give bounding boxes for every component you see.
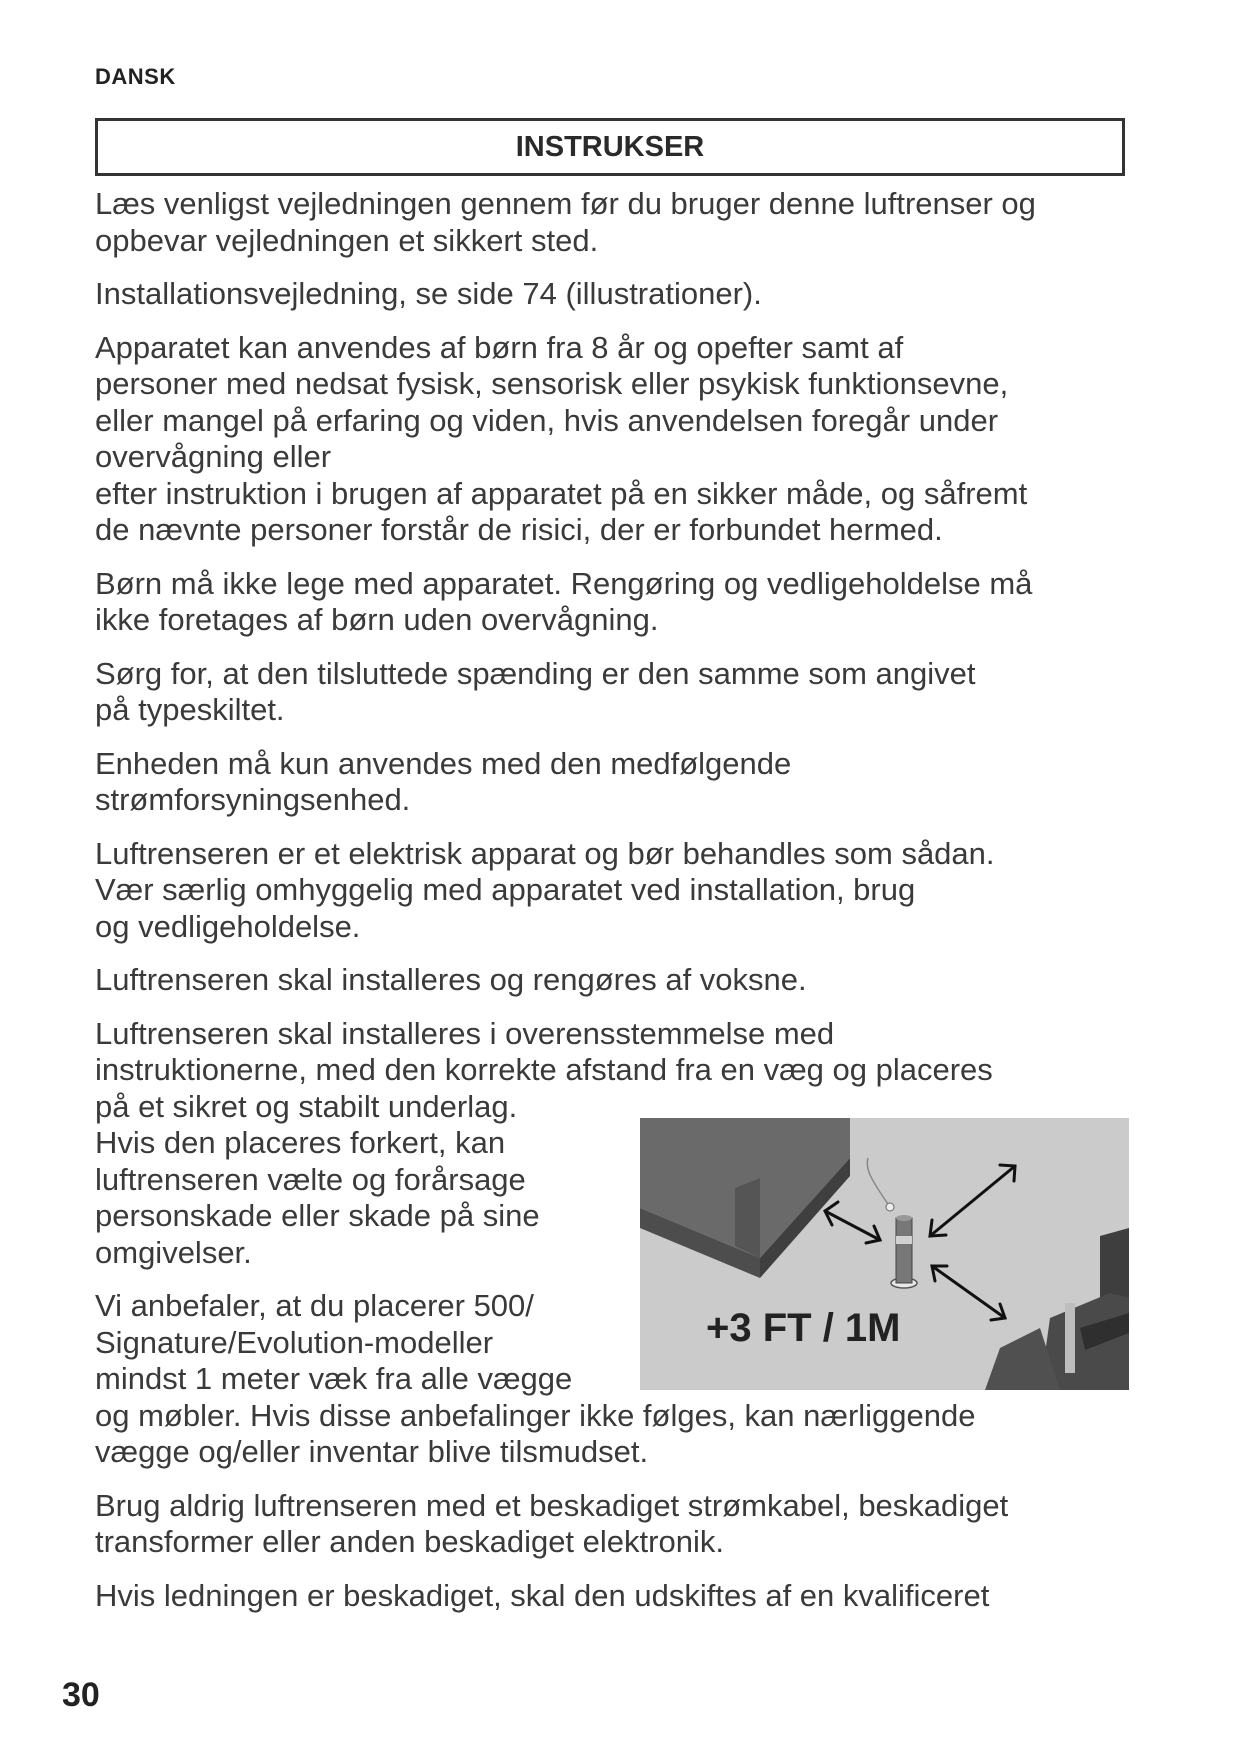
text-line: Sørg for, at den tilsluttede spænding er den samme som angivet — [95, 655, 976, 691]
text-line: transformer eller anden beskadiget elektronik. — [95, 1524, 724, 1559]
text-line: Luftrenseren er et elektrisk apparat og bør behandles som sådan. — [95, 835, 995, 871]
text-line: luftrenseren vælte og forårsage — [95, 1161, 526, 1197]
page-number: 30 — [62, 1676, 100, 1714]
distance-label: +3 FT / 1M — [706, 1306, 901, 1350]
text-line: Hvis den placeres forkert, kan — [95, 1125, 506, 1160]
paragraph — [95, 1578, 1135, 1615]
text-line: overvågning eller — [95, 439, 332, 474]
text-line: Luftrenseren skal installeres og rengøres af voksne. — [95, 962, 807, 997]
text-line: Installationsvejledning, se side 74 (illustrationer). — [95, 276, 762, 311]
text-line: Vær særlig omhyggelig med apparatet ved installation, brug — [95, 872, 916, 907]
language-label: DANSK — [95, 64, 176, 89]
text-line: instruktionerne, med den korrekte afstand fra en væg og placeres — [95, 1052, 993, 1087]
text-line: personer med nedsat fysisk, sensorisk eller psykisk funktionsevne, — [95, 366, 1009, 401]
text-line: Brug aldrig luftrenseren med et beskadiget strømkabel, beskadiget — [95, 1487, 1009, 1523]
text-line: Børn må ikke lege med apparatet. Rengøring og vedligeholdelse må — [95, 565, 1033, 601]
text-line: på typeskiltet. — [95, 692, 285, 727]
paragraph — [95, 746, 1135, 819]
paragraph — [95, 656, 1135, 729]
instructions-body — [95, 186, 1135, 1631]
text-line: Enheden må kun anvendes med den medfølgende — [95, 745, 792, 781]
text-line: Læs venligst vejledningen gennem før du bruger denne luftrenser og — [95, 186, 1036, 221]
paragraph — [95, 1488, 1135, 1561]
text-line: eller mangel på erfaring og viden, hvis anvendelsen foregår under — [95, 402, 999, 438]
text-line: de nævnte personer forstår de risici, der er forbundet hermed. — [95, 512, 943, 547]
text-line: mindst 1 meter væk fra alle vægge — [95, 1361, 573, 1396]
text-line: Luftrenseren skal installeres i overensstemmelse med — [95, 1015, 835, 1051]
text-line: vægge og/eller inventar blive tilsmudset. — [95, 1434, 649, 1469]
section-title: INSTRUKSER — [95, 118, 1125, 176]
text-line: opbevar vejledningen et sikkert sted. — [95, 222, 599, 258]
text-line: på et sikret og stabilt underlag. — [95, 1088, 518, 1124]
text-line: Vi anbefaler, at du placerer 500/ — [95, 1288, 534, 1323]
text-line: strømforsyningsenhed. — [95, 782, 411, 817]
text-line: Apparatet kan anvendes af børn fra 8 år og opefter samt af — [95, 329, 904, 365]
text-line: og vedligeholdelse. — [95, 908, 361, 944]
text-line: Signature/Evolution-modeller — [95, 1324, 494, 1360]
paragraph — [95, 186, 1135, 259]
paragraph — [95, 566, 1135, 639]
text-line: efter instruktion i brugen af apparatet på en sikker måde, og såfremt — [95, 475, 1028, 511]
paragraph — [95, 836, 1135, 946]
paragraph — [95, 962, 1135, 999]
text-line: omgivelser. — [95, 1234, 252, 1270]
paragraph — [95, 330, 1135, 549]
text-line: og møbler. Hvis disse anbefalinger ikke følges, kan nærliggende — [95, 1397, 976, 1433]
placement-illustration — [640, 1118, 1129, 1390]
text-line: ikke foretages af børn uden overvågning. — [95, 602, 659, 637]
text-line: personskade eller skade på sine — [95, 1198, 540, 1233]
paragraph — [95, 276, 1135, 313]
text-line: Hvis ledningen er beskadiget, skal den udskiftes af en kvalificeret — [95, 1577, 990, 1613]
